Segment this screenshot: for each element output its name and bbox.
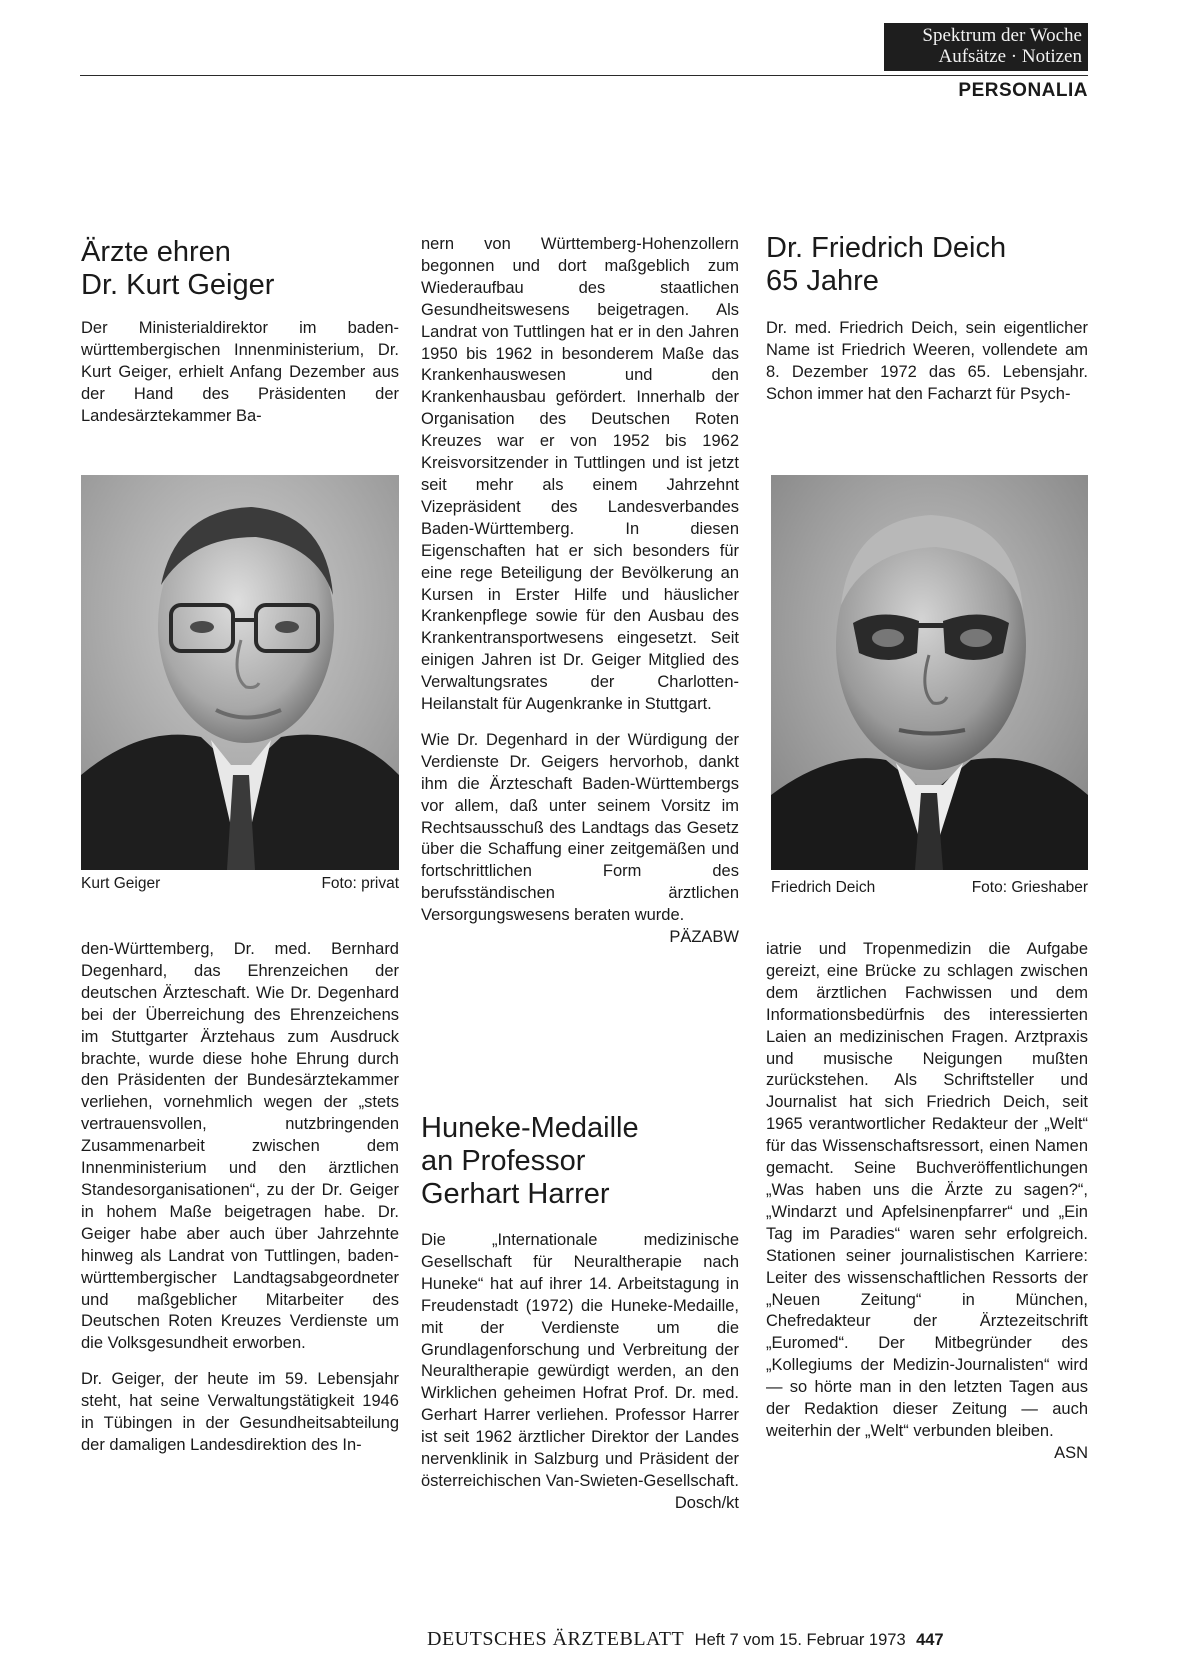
harrer-signature: Dosch/kt — [674, 1493, 739, 1512]
headline-deich-line-1: Dr. Friedrich Deich — [766, 232, 1007, 264]
headline-harrer-line-1: Huneke-Medaille — [421, 1112, 639, 1144]
headline-geiger-line-1: Ärzte ehren — [81, 236, 231, 268]
geiger-para-4-text: Wie Dr. Degenhard in der Würdigung der Verdienste Dr. Geigers hervorhob, dankt ihm die Ärzteschaft Baden-Württembergs vor allem, daß unter seinem Vorsitz im Rechtsausschuß des Landtags das Gesetz über die Schaffung einer zeitgemäßen und fortschrittlichen Form des berufsständischen ärztlichen Versorgungswesens beraten wurde. — [421, 730, 739, 925]
geiger-para-1: den-Württemberg, Dr. med. Bernhard Degenhard, das Ehrenzeichen der deutschen Ärzteschaft. Wie Dr. Degenhard bei der Überreichung des Ehrenzeichens im Stuttgarter Ärztehaus zum Ausdruck brachte, wurde diese hohe Ehrung durch den Präsidenten der Bundesärztekammer verliehen, vornehmlich wegen der „stets vertrauensvollen, nutzbringenden Zusammenarbeit zwischen dem Innenministerium und den ärztlichen Standesorganisationen“, zu der Dr. Geiger in hohem Maße beigetragen habe. Dr. Geiger habe aber auch über Jahrzehnte hinweg als Landrat von Tuttlingen, baden-württembergischer Landtagsabgeordneter und maßgeblicher Mitarbeiter des Deutschen Roten Kreuzes Verdienste um die Volksgesundheit erworben. — [81, 940, 399, 1353]
caption-geiger — [81, 875, 399, 893]
headline-deich-line-2: 65 Jahre — [766, 265, 879, 297]
photo-friedrich-deich — [771, 475, 1088, 870]
portrait-deich-image — [771, 475, 1088, 870]
deich-body-text: iatrie und Tropenmedizin die Aufgabe gereizt, eine Brücke zu schlagen zwischen dem ärztlichen Fachwissen und dem Informationsbedürfnis des interessierten Laien an medizinischen Fragen. Arztpraxis und musische Neigungen mußten zurückstehen. Als Schriftsteller und Journalist hat sich Friedrich Deich, seit 1965 verantwortlicher Redakteur der „Welt“ für das Wissenschaftsressort, einen Namen gemacht. Seine Buchveröffentlichungen „Was haben uns die Ärzte zu sagen?“, „Windarzt und Apfelsinenpfarrer“ und „Ein Tag im Paradies“ waren sehr erfolgreich. Stationen seiner journalistischen Karriere: Leiter des wissenschaftlichen Ressorts der „Neuen Zeitung“ in München, Chefredakteur der Ärztezeitschrift „Euromed“. Der Mitbegründer des „Kollegiums der Medizin-Journalisten“ wird — so hörte man in den letzten Tagen aus der Redaktion dieser Zeitung — auch weiterhin der „Welt“ verbunden bleiben. — [766, 940, 1088, 1440]
geiger-para-4 — [421, 730, 739, 949]
badge-line-2: Aufsätze · Notizen — [938, 46, 1082, 67]
deich-body — [766, 939, 1088, 1465]
page-footer — [427, 1628, 944, 1651]
harrer-body-text: Die „Internationale medizinische Gesellschaft für Neuraltherapie nach Huneke“ hat auf ihrer 14. Arbeitstagung in Freudenstadt (1972) die Huneke-Medaille, mit der Verdienste um die Grundlagenforschung und Verbreitung der Neuraltherapie gewürdigt werden, an den Wirklichen geheimen Hofrat Prof. Dr. med. Gerhart Harrer verliehen. Professor Harrer ist seit 1962 ärztlicher Direktor der Landes nervenklinik in Salzburg und Präsident der österreichischen Van-Swieten-Gesellschaft. — [421, 1231, 739, 1490]
footer-journal: DEUTSCHES ÄRZTEBLATT — [427, 1628, 685, 1650]
geiger-para-2: Dr. Geiger, der heute im 59. Lebensjahr steht, hat seine Verwaltungstätigkeit 1946 in Tübingen in der Gesundheitsabteilung der damaligen Landesdirektion des In- — [81, 1370, 399, 1454]
headline-geiger — [81, 236, 274, 302]
deich-intro: Dr. med. Friedrich Deich, sein eigentlicher Name ist Friedrich Weeren, vollendete am 8. Dezember 1972 das 65. Lebensjahr. Schon immer hat den Facharzt für Psych- — [766, 319, 1088, 403]
geiger-body-col1 — [81, 939, 399, 1471]
page-number: 447 — [916, 1631, 944, 1649]
section-badge — [884, 23, 1088, 71]
geiger-body-col2 — [421, 234, 739, 949]
caption-geiger-name: Kurt Geiger — [81, 875, 161, 892]
caption-geiger-credit: Foto: privat — [321, 875, 399, 892]
geiger-intro: Der Ministerialdirektor im baden-württembergischen Innenministerium, Dr. Kurt Geiger, erhielt Anfang Dezember aus der Hand des Präsidenten der Landesärztekammer Ba- — [81, 319, 399, 425]
headline-harrer-line-2: an Professor — [421, 1145, 586, 1177]
footer-issue: Heft 7 vom 15. Februar 1973 — [694, 1631, 906, 1649]
caption-deich-name: Friedrich Deich — [771, 879, 876, 896]
harrer-body — [421, 1230, 739, 1515]
geiger-para-3: nern von Württemberg-Hohenzollern begonnen und dort maßgeblich zum Wiederaufbau des staatlichen Gesundheitswesens beigetragen. Als Landrat von Tuttlingen hat er in den Jahren 1950 bis 1962 in besonderem Maße das Krankenhauswesen und den Krankenhausbau gefördert. Innerhalb der Organisation des Deutschen Roten Kreuzes war er von 1952 bis 1962 Kreisvorsitzender in Tuttlingen und ist jetzt seit mehr als einem Jahrzehnt Vizepräsident des Landesverbandes Baden-Württemberg. In diesen Eigenschaften hat er sich besonders für eine rege Beteiligung der Bevölkerung an Kursen in Erster Hilfe und häuslicher Krankenpflege sowie für den Ausbau des Krankentransportwesens eingesetzt. Seit einigen Jahren ist Dr. Geiger Mitglied des Verwaltungsrates der Charlotten-Heilanstalt für Augenkranke in Stuttgart. — [421, 235, 739, 714]
headline-harrer — [421, 1112, 639, 1211]
deich-signature: ASN — [1054, 1443, 1088, 1462]
headline-geiger-line-2: Dr. Kurt Geiger — [81, 269, 275, 301]
badge-line-1: Spektrum der Woche — [922, 25, 1082, 46]
header-rule — [80, 75, 1088, 76]
section-title: PERSONALIA — [958, 80, 1088, 101]
photo-kurt-geiger — [81, 475, 399, 870]
headline-deich — [766, 232, 1006, 298]
headline-harrer-line-3: Gerhart Harrer — [421, 1178, 610, 1210]
caption-deich — [771, 879, 1088, 897]
geiger-signature: PÄZABW — [669, 928, 739, 947]
caption-deich-credit: Foto: Grieshaber — [971, 879, 1088, 896]
portrait-geiger-image — [81, 475, 399, 870]
